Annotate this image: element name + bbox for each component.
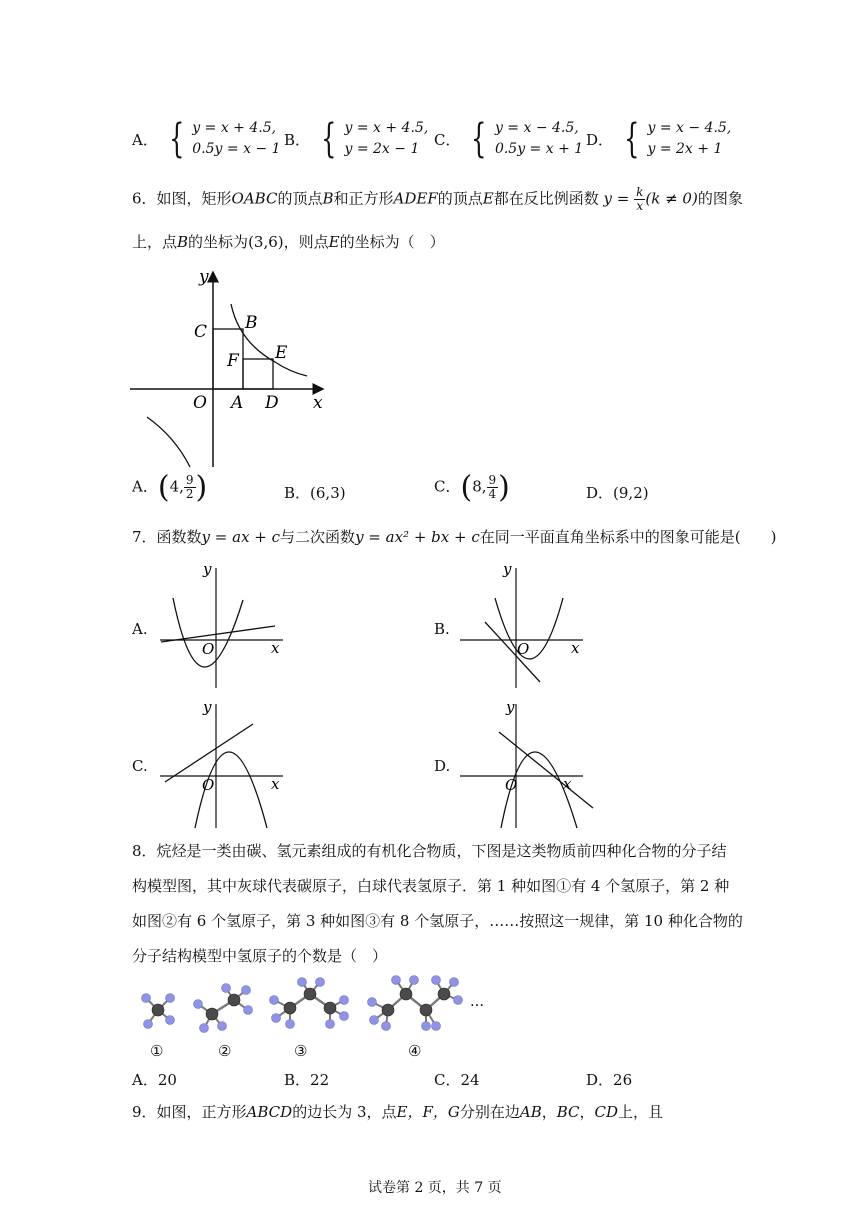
option-letter: D． <box>586 1071 614 1089</box>
q6-stem-line2 <box>132 232 445 252</box>
label-o: O <box>202 776 215 794</box>
math: AB <box>519 1103 542 1121</box>
hydrogen-atom <box>200 1024 209 1033</box>
label-e: E <box>275 343 288 363</box>
math: E，F，G <box>396 1103 460 1121</box>
hydrogen-atom <box>194 1000 203 1009</box>
math: (9,2) <box>613 484 649 502</box>
q6-option-c[interactable] <box>434 470 510 505</box>
math: 8, <box>472 477 487 496</box>
q8-option-a[interactable] <box>132 1069 177 1090</box>
paren-icon: ) <box>195 470 208 505</box>
label-o: O <box>202 640 215 658</box>
q6-option-b[interactable] <box>284 482 346 503</box>
hydrogen-atom <box>454 996 463 1005</box>
text: 的顶点 <box>277 189 323 208</box>
fig-label-3: ③ <box>294 1042 308 1060</box>
carbon-atom <box>420 1004 432 1016</box>
math: B <box>322 189 334 208</box>
brace-icon: { <box>168 116 185 162</box>
hydrogen-atom <box>286 1020 295 1029</box>
label-c: C <box>194 322 208 342</box>
label-o: O <box>193 393 207 413</box>
equation: 0.5y = x + 1 <box>494 141 584 157</box>
carbon-atom <box>400 988 412 1000</box>
option-letter: C． <box>434 477 461 496</box>
option-letter: A． <box>132 130 158 149</box>
math: E <box>328 233 340 251</box>
q6-option-a[interactable] <box>132 470 207 505</box>
hydrogen-atom <box>370 1016 379 1025</box>
fig-label-2: ② <box>218 1042 232 1060</box>
math: B <box>177 233 189 251</box>
brace-icon: { <box>624 116 640 162</box>
text: 上，且 <box>618 1103 664 1121</box>
hydrogen-atom <box>382 1022 391 1031</box>
q6-stem-line1 <box>132 186 743 213</box>
option-letter: C． <box>434 130 461 149</box>
label-y: y <box>506 698 515 716</box>
math: y = ax² + bx + c <box>355 528 480 546</box>
q8-option-c[interactable] <box>434 1069 480 1090</box>
option-letter: D． <box>586 130 614 149</box>
q7-option-c-letter[interactable]: C. <box>132 757 148 775</box>
q6-figure <box>125 262 335 472</box>
equation: y = 2x − 1 <box>344 141 420 157</box>
label-a: A <box>231 393 244 413</box>
hydrogen-atom <box>422 1022 431 1031</box>
q8-option-b[interactable] <box>284 1069 329 1090</box>
text: 6．如图，矩形 <box>132 189 232 208</box>
equation: y = x + 4.5, <box>344 120 429 136</box>
label-x: x <box>571 639 580 657</box>
text: 9．如图，正方形 <box>132 1103 247 1121</box>
math: ADEF <box>393 189 438 208</box>
label-y: y <box>199 267 209 287</box>
label-o: O <box>517 640 530 658</box>
denominator: 4 <box>488 487 497 501</box>
q7-stem <box>132 527 776 547</box>
equation: y = 2x + 1 <box>647 141 723 157</box>
text: 的顶点 <box>437 189 483 208</box>
hydrogen-atom <box>432 1022 441 1031</box>
text: ，则点 <box>283 233 329 251</box>
math: y = ax + c <box>201 528 281 546</box>
q7-option-a-letter[interactable]: A. <box>132 620 148 638</box>
q6-option-d[interactable] <box>586 482 649 503</box>
hydrogen-atom <box>316 978 325 987</box>
hydrogen-atom <box>270 996 279 1005</box>
label-b: B <box>245 313 258 333</box>
hydrogen-atom <box>368 998 377 1007</box>
carbon-atom <box>438 988 450 1000</box>
label-x: x <box>563 775 572 793</box>
label-x: x <box>313 393 323 413</box>
text: 的图象 <box>697 189 743 208</box>
numerator: 9 <box>488 473 497 487</box>
option-letter: C． <box>434 1071 461 1089</box>
label-f: F <box>227 351 239 371</box>
carbon-atom <box>228 994 240 1006</box>
q7-graph-a[interactable] <box>155 560 290 690</box>
text: ， <box>541 1103 557 1121</box>
math: (3,6) <box>248 233 284 251</box>
math: OABC <box>231 189 278 208</box>
q5-option-c[interactable] <box>434 118 583 160</box>
option-letter: A． <box>132 1071 158 1089</box>
fig-label-1: ① <box>150 1042 164 1060</box>
math: y = <box>603 189 630 208</box>
hydrogen-atom <box>144 1020 153 1029</box>
hydrogen-atom <box>340 996 349 1005</box>
hydrogen-atom <box>244 1006 253 1015</box>
label-x: x <box>271 639 280 657</box>
q5-option-a[interactable] <box>132 118 281 160</box>
carbon-atom <box>304 988 316 1000</box>
page-footer: 试卷第 2 页，共 7 页 <box>368 1180 502 1196</box>
label-o: O <box>505 776 518 794</box>
label-y: y <box>503 560 512 578</box>
q7-graph-d[interactable] <box>455 696 595 831</box>
square-adef <box>243 359 273 389</box>
text: 7．函数数 <box>132 528 202 546</box>
hydrogen-atom <box>410 976 419 985</box>
line <box>485 622 540 682</box>
text: 和正方形 <box>333 189 394 208</box>
carbon-atom <box>284 1002 296 1014</box>
line <box>499 732 593 808</box>
text: 在同一平面直角坐标系中的图象可能是( ) <box>479 528 777 546</box>
text: 与二次函数 <box>280 528 356 546</box>
equation: y = x − 4.5, <box>647 120 732 136</box>
q8-stem-line3: 如图②有 6 个氢原子，第 3 种如图③有 8 个氢原子，……按照这一规律，第 10 种化合物的 <box>132 912 743 930</box>
denominator: x <box>636 199 644 213</box>
q8-option-d[interactable] <box>586 1069 632 1090</box>
option-letter: B． <box>284 130 311 149</box>
paren-icon: ( <box>157 470 170 505</box>
q8-stem-line4: 分子结构模型中氢原子的个数是（ ） <box>132 947 388 965</box>
equation: y = x + 4.5, <box>192 120 277 136</box>
fraction <box>487 474 499 501</box>
ellipsis: … <box>470 994 484 1010</box>
brace-icon: { <box>471 116 487 162</box>
hydrogen-atom <box>340 1012 349 1021</box>
brace-icon: { <box>321 116 337 162</box>
fraction <box>634 186 645 213</box>
math: (6,3) <box>310 484 346 502</box>
q8-molecule-figure <box>130 970 490 1040</box>
q5-option-d[interactable] <box>586 118 731 160</box>
carbon-atom <box>324 1002 336 1014</box>
hyperbola-branch-2 <box>147 417 190 467</box>
option-letter: D． <box>586 484 614 502</box>
math: (k ≠ 0) <box>645 189 698 208</box>
q9-stem-line1 <box>132 1102 663 1122</box>
label-x: x <box>271 775 280 793</box>
text: 的坐标为 <box>188 233 249 251</box>
equation: 0.5y = x − 1 <box>192 141 281 157</box>
hydrogen-atom <box>166 1016 175 1025</box>
math: 4, <box>169 477 184 496</box>
hydrogen-atom <box>392 976 401 985</box>
carbon-atom <box>382 1004 394 1016</box>
equation: y = x − 4.5, <box>494 120 579 136</box>
hydrogen-atom <box>218 1022 227 1031</box>
hydrogen-atom <box>298 978 307 987</box>
text: 分别在边 <box>459 1103 520 1121</box>
q8-stem-line2: 构模型图，其中灰球代表碳原子，白球代表氢原子．第 1 种如图①有 4 个氢原子，第 2 种 <box>132 877 730 895</box>
fig-label-4: ④ <box>408 1042 422 1060</box>
q7-graph-b[interactable] <box>455 560 590 690</box>
option-text: 24 <box>460 1071 480 1089</box>
fraction <box>184 474 196 501</box>
option-text: 20 <box>157 1071 177 1089</box>
option-text: 22 <box>310 1071 330 1089</box>
numerator: 9 <box>185 473 194 487</box>
q5-option-b[interactable] <box>284 118 428 160</box>
q7-option-b-letter[interactable]: B. <box>434 620 450 638</box>
carbon-atom <box>206 1008 218 1020</box>
hydrogen-atom <box>166 994 175 1003</box>
option-letter: A． <box>132 477 158 496</box>
q7-graph-c[interactable] <box>155 696 290 831</box>
option-letter: B． <box>284 1071 311 1089</box>
label-y: y <box>203 560 212 578</box>
hydrogen-atom <box>450 978 459 987</box>
text: 的坐标为（ ） <box>339 233 445 251</box>
hydrogen-atom <box>242 986 251 995</box>
text: ， <box>579 1103 595 1121</box>
text: 上，点 <box>132 233 178 251</box>
hydrogen-atom <box>222 984 231 993</box>
math: E <box>482 189 494 208</box>
denominator: 2 <box>185 487 194 501</box>
text: 的边长为 3，点 <box>292 1103 397 1121</box>
q8-stem-line1: 8．烷烃是一类由碳、氢元素组成的有机化合物质，下图是这类物质前四种化合物的分子结 <box>132 842 727 860</box>
option-text: 26 <box>613 1071 633 1089</box>
hydrogen-atom <box>142 994 151 1003</box>
label-d: D <box>265 393 279 413</box>
paren-icon: ( <box>460 470 473 505</box>
hydrogen-atom <box>272 1014 281 1023</box>
option-letter: B． <box>284 484 311 502</box>
line <box>165 724 253 782</box>
q7-option-d-letter[interactable]: D. <box>434 757 451 775</box>
paren-icon: ) <box>498 470 510 505</box>
math: CD <box>594 1103 619 1121</box>
math: ABCD <box>246 1103 293 1121</box>
carbon-atom <box>152 1004 164 1016</box>
numerator: k <box>636 185 644 199</box>
hydrogen-atom <box>432 976 441 985</box>
label-y: y <box>203 698 212 716</box>
math: BC <box>556 1103 580 1121</box>
hydrogen-atom <box>326 1020 335 1029</box>
text: 都在反比例函数 <box>493 189 599 208</box>
